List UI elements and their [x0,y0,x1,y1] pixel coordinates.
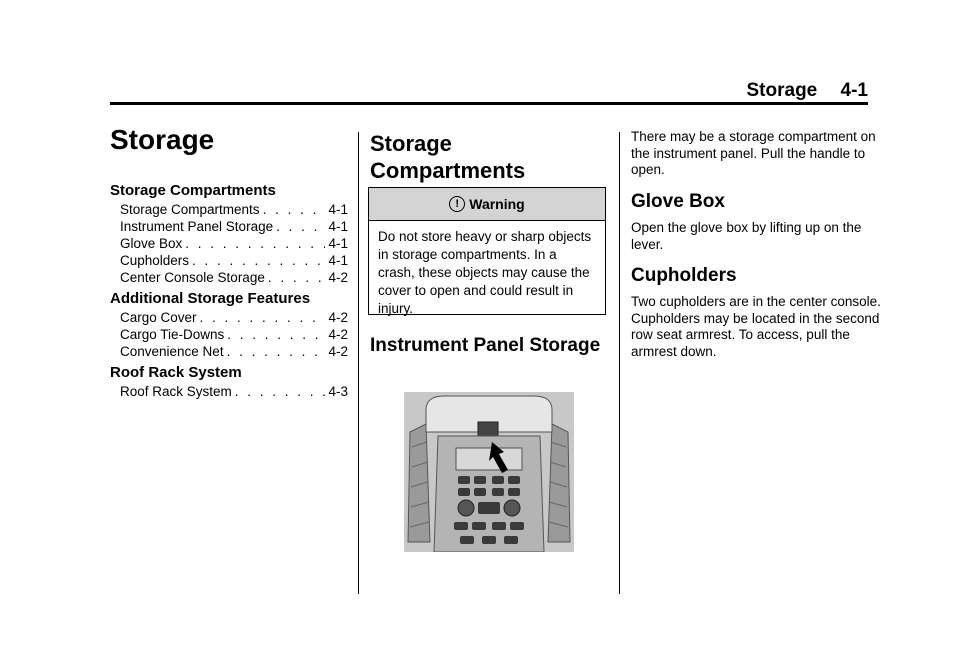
toc-entry[interactable] [110,326,348,343]
section-heading-instrument-panel-storage: Instrument Panel Storage [370,335,601,356]
column-divider-2 [619,132,620,594]
toc-leader [276,218,325,235]
column-divider-1 [358,132,359,594]
toc-entry-label: Instrument Panel Storage [120,219,274,234]
warning-text: Do not store heavy or sharp objects in storage compartments. In a crash, these objects may cause the cover to open and could result in injury. [378,229,592,316]
toc-entry[interactable] [110,383,348,400]
header-rule [110,102,868,105]
toc-entry-label: Glove Box [120,236,183,251]
toc-heading: Roof Rack System [110,364,242,381]
toc-entry-label: Cupholders [120,253,190,268]
heading-line: Storage [370,131,452,156]
warning-title: Warning [469,196,525,212]
toc-entry-label: Storage Compartments [120,202,260,217]
toc-entry[interactable] [110,343,348,360]
header-section: Storage [746,80,818,101]
toc-heading: Additional Storage Features [110,290,311,307]
toc-entry-page: 4-1 [328,236,348,251]
toc-entry[interactable] [110,235,348,252]
instrument-panel-illustration [404,392,574,552]
toc-section-roof-rack [110,364,348,400]
toc-entry-page: 4-2 [328,344,348,359]
toc-entry-label: Convenience Net [120,344,224,359]
toc-entry-label: Center Console Storage [120,270,265,285]
section-heading-storage-compartments [370,130,610,184]
toc-entry-label: Cargo Cover [120,310,197,325]
toc-entry-page: 4-2 [328,270,348,285]
cupholders-text: Two cupholders are in the center console. Cupholders may be located in the second row seat armrest. To access, pull the armrest down. [631,294,881,359]
toc-heading: Storage Compartments [110,182,276,199]
toc-entry-page: 4-2 [328,327,348,342]
toc-section-storage-compartments [110,182,348,286]
toc-entry[interactable] [110,269,348,286]
toc-entry-page: 4-1 [328,219,348,234]
toc-entry[interactable] [110,309,348,326]
warning-box [368,187,606,315]
toc-leader [268,269,326,286]
section-heading-cupholders: Cupholders [631,265,737,286]
toc-entry[interactable] [110,201,348,218]
toc-leader [192,252,325,269]
toc-entry[interactable] [110,218,348,235]
glove-box-text: Open the glove box by lifting up on the lever. [631,220,862,252]
section-heading-glove-box: Glove Box [631,191,725,212]
toc-entry-page: 4-1 [328,253,348,268]
running-header [747,80,869,102]
warning-header [369,188,605,221]
header-page-number: 4-1 [840,80,868,101]
toc-entry-page: 4-1 [328,202,348,217]
toc-entry-page: 4-3 [328,384,348,399]
toc-entry-page: 4-2 [328,310,348,325]
toc-section-additional-storage [110,290,348,360]
toc-entry-label: Cargo Tie-Downs [120,327,225,342]
heading-line: Compartments [370,158,526,183]
toc-leader [227,326,325,343]
toc-leader [185,235,325,252]
storage-compartment-intro-text: There may be a storage compartment on the instrument panel. Pull the handle to open. [631,129,876,177]
toc-leader [227,343,326,360]
page-title: Storage [110,124,215,155]
toc-entry[interactable] [110,252,348,269]
warning-icon: ! [449,196,465,212]
toc-leader [263,201,326,218]
toc-entry-label: Roof Rack System [120,384,232,399]
toc-leader [200,309,326,326]
toc-leader [235,383,326,400]
